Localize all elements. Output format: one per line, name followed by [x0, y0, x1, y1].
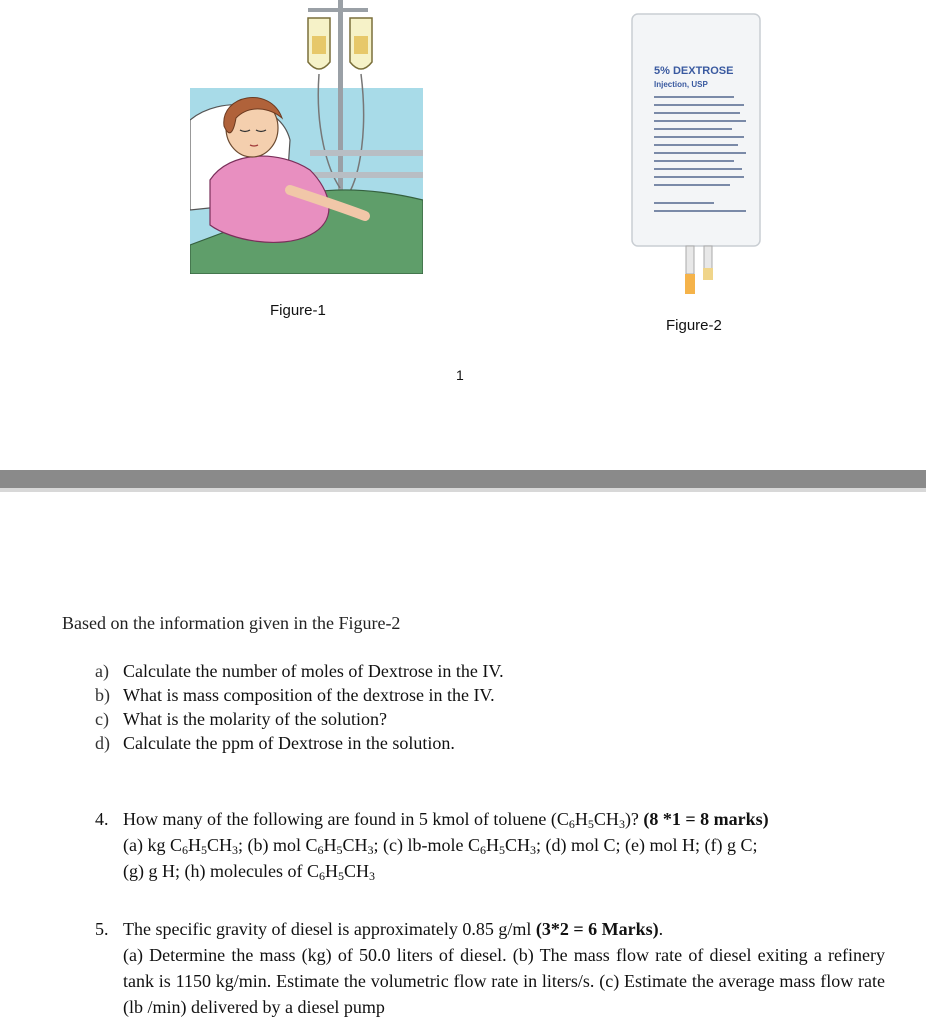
figure-2-caption: Figure-2	[666, 317, 722, 334]
question-4	[95, 806, 885, 884]
list-item	[95, 659, 504, 683]
bag-label-title: 5% DEXTROSE	[654, 65, 734, 77]
list-text: Calculate the number of moles of Dextrose in the IV.	[123, 661, 504, 681]
question-5-body: The specific gravity of diesel is approximately 0.85 g/ml (3*2 = 6 Marks). (a) Determine the mass (kg) of 50.0 liters of diesel. (b) The mass flow rate of diesel exiting a refinery tank is 1150 kg/min. Estimate the volumetric flow rate in liters/s. (c) Estimate the average mass flow rate (lb /min) delivered by a diesel pump	[123, 916, 885, 1020]
list-text: What is the molarity of the solution?	[123, 709, 387, 729]
question-5-lead: The specific gravity of diesel is approximately 0.85 g/ml	[123, 919, 536, 939]
page-number: 1	[456, 367, 464, 383]
question-4-lead: How many of the following are found in 5 kmol of toluene (C	[123, 809, 569, 829]
question-5-marks: (3*2 = 6 Marks)	[535, 919, 659, 939]
figure-1-illustration	[190, 0, 423, 274]
list-marker: c)	[95, 709, 109, 729]
list-marker: d)	[95, 733, 110, 753]
page-top	[0, 0, 926, 470]
list-item	[95, 683, 504, 707]
list-item	[95, 707, 504, 731]
question-number: 5.	[95, 919, 109, 939]
question-4-marks: (8 *1 = 8 marks)	[643, 809, 769, 829]
list-text: Calculate the ppm of Dextrose in the solution.	[123, 733, 455, 753]
question-4-body: How many of the following are found in 5 kmol of toluene $(C_6H_5CH_3)$? (8 *1 = 8 marks) (a) kg $C_6H_5CH_3$; (b) mol $C_6H_5CH_3$; (c) lb-mole $C_6H_5CH_3$; (d) mol C; (e) mol H; (f) g C; (g) g H; (h) molecules of $C_6H_5CH_3$	[123, 809, 769, 883]
list-marker: b)	[95, 685, 110, 705]
figure-2-iv-bag	[626, 12, 766, 302]
list-item	[95, 731, 504, 755]
page-separator	[0, 470, 926, 488]
list-marker: a)	[95, 661, 109, 681]
sub-question-list	[95, 659, 504, 755]
question-5	[95, 916, 885, 1020]
question-5-text: (a) Determine the mass (kg) of 50.0 liters of diesel. (b) The mass flow rate of diesel exiting a refinery tank is 1150 kg/min. Estimate the volumetric flow rate in liters/s. (c) Estimate the average mass flow rate (lb /min) delivered by a diesel pump	[123, 945, 885, 1017]
question-number: 4.	[95, 809, 109, 829]
list-text: What is mass composition of the dextrose in the IV.	[123, 685, 495, 705]
bag-label-subtitle: Injection, USP	[654, 80, 708, 89]
intro-text: Based on the information given in the Figure-2	[62, 613, 401, 633]
figure-1-caption: Figure-1	[270, 302, 326, 319]
